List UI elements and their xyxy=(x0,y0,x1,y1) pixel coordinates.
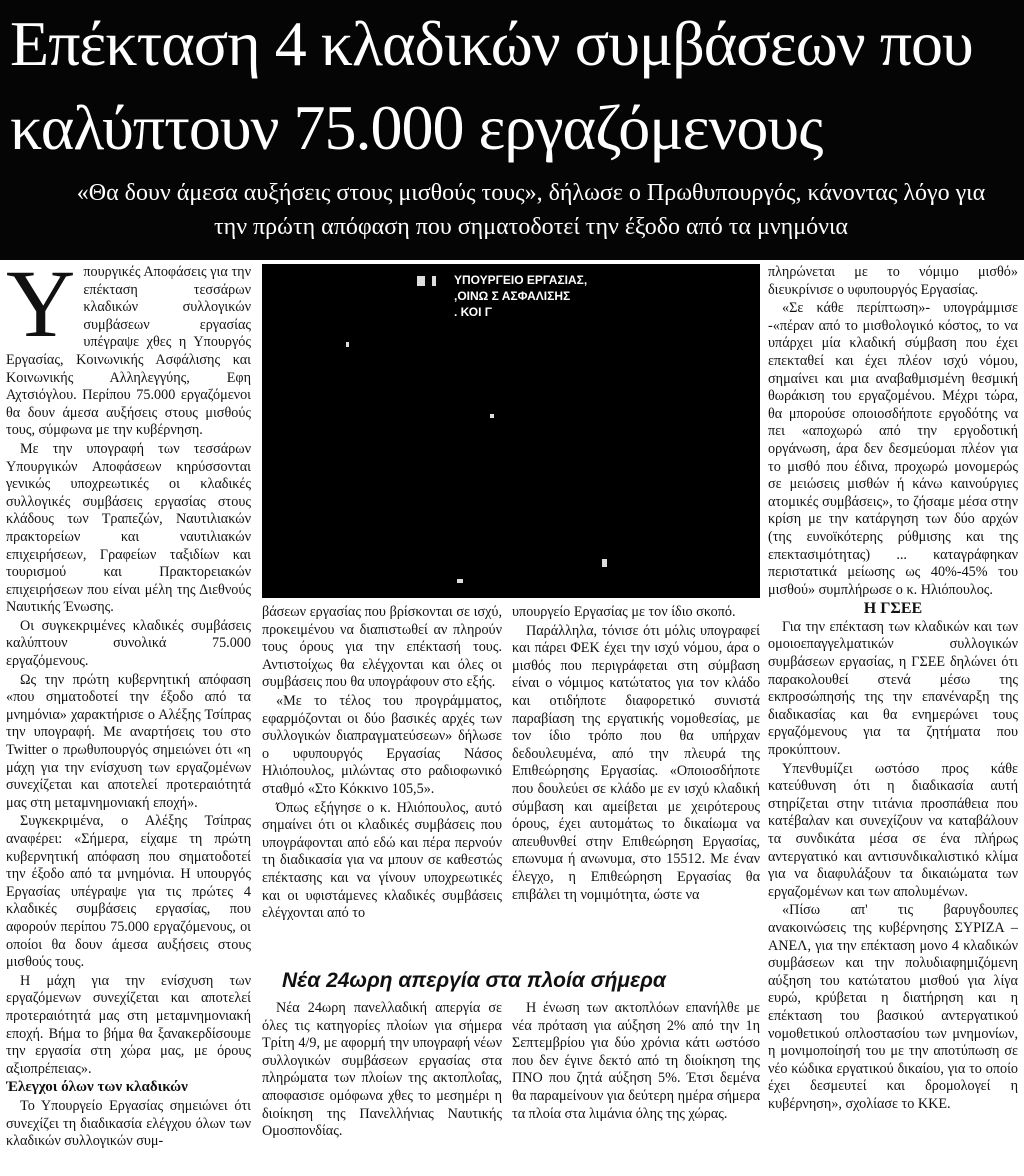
paragraph: Το Υπουργείο Εργασίας σημειώνει ότι συνεχίζει τη διαδικασία ελέγχου όλων των κλαδικών συλλογικών συμ- xyxy=(6,1097,251,1150)
strike-column-right xyxy=(512,1000,760,1170)
paragraph: Ως την πρώτη κυβερνητική απόφαση «που σηματοδοτεί την έξοδο από τα μνημόνια» χαρακτήρισε ο Αλέξης Τσίπρας την υπογραφή. Με αναρτήσεις του στο Twitter ο πρωθυπουργός σημειώνει ότι «η μάχη για την ενίσχυση των εργαζομένων συνεχίζεται και αποτελεί προτεραιότητά μας στη μεταμνημονιακή εποχή». xyxy=(6,671,251,811)
paragraph: «Σε κάθε περίπτωση»- υπογράμμισε -«πέραν από το μισθολογικό κόστος, το να υπάρχει μία κλαδική σύμβαση που έχει επεκταθεί και έχει πλέον ισχύ νόμου, σημαίνει και μια αναβαθμισμένη θεσμική θωράκιση του εργαζομένου. Μέχρι τώρα, θα μπορούσε οποιοσδήποτε εργοδότης να πει «αποχωρώ από την εργοδοτική οργάνωση, άρα δεν δεσμεύομαι πλέον για το μισθό που έδινα, προχωρώ μονομερώς σε μειώσεις μισθών ή κάνω καινούργιες ατομικές συμβάσεις», το ζήσαμε μέσα στην κρίση με την κατάργηση των δύο αρχών (της ευνοϊκότερης ρύθμισης και της επεκτασιμότητας) ... καταγράφηκαν περιστατικά μείωσης ως 40%-45% του μισθού» συμπλήρωσε ο κ. Ηλιόπουλος. xyxy=(768,300,1018,598)
paragraph: «Με το τέλος του προγράμματος, εφαρμόζονται οι δύο βασικές αρχές των συλλογικών διαπραγματεύσεων» δήλωσε ο υφυπουργός Εργασίας Νάσος Ηλιόπουλος, μιλώντας στο ραδιοφωνικό σταθμό «Στο Κόκκινο 105,5». xyxy=(262,692,502,797)
article-column-2 xyxy=(262,604,502,966)
photo-speck xyxy=(457,579,463,583)
sign-line: ΥΠΟΥΡΓΕΙΟ ΕΡΓΑΣΙΑΣ, xyxy=(454,273,588,287)
paragraph: Παράλληλα, τόνισε ότι μόλις υπογραφεί και πάρει ΦΕΚ έχει την ισχύ νόμου, άρα ο μισθός που περιγράφεται στη σύμβαση είναι ο νόμιμος κατώτατος για τον κλάδο και οτιδήποτε διαφορετικό συνιστά παραβίαση της εργατικής νομοθεσίας, με τον ίδιο τρόπο που θα υπήρχαν δεδουλευμένα, από την πλευρά της Επιθεώρησης Εργασίας. «Οποιοσδήποτε που δουλεύει σε κλάδο με εν ισχύ κλαδική σύμβαση και αμείβεται με χειρότερους όρους, έχει αυτομάτως το δικαίωμα να απευθυνθεί στην Επιθεώρηση Εργασίας, επωνυμα ή ανωνυμα, στο 15512. Με έναν έλεγχο, η Επιθεώρηση Εργασίας θα επιβάλει τη νομιμότητα, ώστε να xyxy=(512,622,760,903)
photo-speck xyxy=(432,276,436,286)
paragraph: Οι συγκεκριμένες κλαδικές συμβάσεις καλύπτουν συνολικά 75.000 εργαζόμενους. xyxy=(6,617,251,670)
subheadline: «Θα δουν άμεσα αυξήσεις στους μισθούς τους», δήλωσε ο Πρωθυπουργός, κάνοντας λόγο για την πρώτη απόφαση που σηματοδοτεί την έξοδο από τα μνημόνια xyxy=(76,180,986,240)
lead-text: πουργικές Αποφάσεις για την επέκταση τεσσάρων κλαδικών συλλογικών συμβάσεων εργασίας υπέγραψε χθες η Υπουργός Εργασίας, Κοινωνικής Ασφάλισης και Κοινωνικής Αλληλεγγύης, Εφη Αχτσιόγλου. Περίπου 75.000 εργαζόμενοι θα δουν άμεσα αυξήσεις στους μισθούς τους, σύμφωνα με την κυβέρνηση. xyxy=(6,264,251,439)
section-subtitle: Η ΓΣΕΕ xyxy=(863,600,923,618)
paragraph: βάσεων εργασίας που βρίσκονται σε ισχύ, προκειμένου να διαπιστωθεί αν πληρούν τους όρους για την επέκτασή τους. Αντιστοίχως θα ελέγχονται και όλες οι συμβάσεις που θα υπογράφουν στο εξής. xyxy=(262,604,502,691)
headline: Επέκταση 4 κλαδικών συμβάσεων που καλύπτουν 75.000 εργαζόμενους xyxy=(10,8,973,163)
paragraph: Όπως εξήγησε ο κ. Ηλιόπουλος, αυτό σημαίνει ότι οι κλαδικές συμβάσεις που υπογράφονται από εδώ και πέρα περνούν τη διαδικασία για να μπουν σε καθεστώς επέκτασης και να γίνουν υποχρεωτικές και οι υφιστάμενες κλαδικές συμβάσεις ελέγχονται από το xyxy=(262,799,502,922)
headline-banner xyxy=(0,0,1024,260)
paragraph: Συγκεκριμένα, ο Αλέξης Τσίπρας αναφέρει: «Σήμερα, είχαμε τη πρώτη κυβερνητική απόφαση που σηματοδοτεί την έξοδο από τα μνημόνια. Η υπουργός Εργασίας υπέγραψε για τις πρώτες 4 κλαδικές συμβάσεις εργασίας, που αφορούν περίπου 75.000 εργαζόμενους, οι οποίοι θα δουν άμεσα αυξήσεις στους μισθούς τους. xyxy=(6,813,251,971)
drop-cap: Υ xyxy=(6,264,76,357)
sign-line: ,ΟΙΝΩ Σ ΑΣΦΑΛΙΣΗΣ xyxy=(454,289,571,303)
photo-speck xyxy=(417,276,425,286)
paragraph: Νέα 24ωρη πανελλαδική απεργία σε όλες τις κατηγορίες πλοίων για σήμερα Τρίτη 4/9, με αφορμή την υπογραφή νέων συλλογικών συμβάσεων εργασίας στα πληρώματα των πλοίων της ακτοπλοΐας, αποφασισε ομόφωνα χθες το μεσημέρι η διοίκηση της Πανελλήνιας Ναυτικής Ομοσπονδίας. xyxy=(262,1000,502,1140)
paragraph: πληρώνεται με το νόμιμο μισθό» διευκρίνισε ο υφυπουργός Εργασίας. xyxy=(768,264,1018,298)
paragraph: Για την επέκταση των κλαδικών και των ομοιοεπαγγελματικών συλλογικών συμβάσεων εργασίας, η ΓΣΕΕ δηλώνει ότι παρακολουθεί στενά μέσω της εκπροσώπησής της την επανέναρξη της διαδικασίας και θα ενημερώνει τους εργαζόμενους για τα ζητήματα που προκύπτουν. xyxy=(768,618,1018,759)
news-photo xyxy=(262,264,760,598)
paragraph: Υπενθυμίζει ωστόσο προς κάθε κατεύθυνση ότι η διαδικασία αυτή στηρίζεται στην τιτάνια προσπάθεια που κατέβαλαν και συνεχίζουν να καταβάλουν τα συνδικάτα μέσα σε ένα πλήρως αντεργατικό και αντισυνδικαλιστικό κλίμα για να διαφυλάξουν τα δικαιώματα των εργαζομένων και των απολυμένων. xyxy=(768,760,1018,900)
article-column-1 xyxy=(6,264,251,1174)
sign-line: . ΚΟΙ Γ xyxy=(454,305,492,319)
paragraph: Η ένωση των ακτοπλόων επανήλθε με νέα πρόταση για αύξηση 2% από την 1η Σεπτεμβρίου για δύο χρόνια κάτι ωστόσο που δεν έγινε δεκτό από τη διοίκηση της ΠΝΟ που ζητά αύξηση 5%. Έτσι δεμένα θα παραμείνουν για δεύτερη ημέρα σήμερα τα πλοία στα λιμάνια όλης της χώρας. xyxy=(512,1000,760,1122)
photo-speck xyxy=(346,342,349,347)
section-subtitle: Έλεγχοι όλων των κλαδικών xyxy=(6,1079,188,1096)
lead-paragraph xyxy=(6,264,251,440)
paragraph: Η μάχη για την ενίσχυση των εργαζόμενων συνεχίζεται και αποτελεί προτεραιότητά μας στη μεταμνημονιακή εποχή. Βήμα το βήμα θα ξανακερδίσουμε την εργασία στη χώρα μας, με όρους αξιοπρέπειας». xyxy=(6,972,251,1077)
photo-speck xyxy=(602,559,607,567)
strike-article-title: Νέα 24ωρη απεργία στα πλοία σήμερα xyxy=(282,969,666,992)
strike-column-left xyxy=(262,1000,502,1170)
photo-speck xyxy=(490,414,494,418)
ministry-sign xyxy=(454,272,587,320)
article-column-3 xyxy=(512,604,760,966)
paragraph: υπουργείο Εργασίας με τον ίδιο σκοπό. xyxy=(512,604,736,620)
article-column-4 xyxy=(768,264,1018,1174)
paragraph: Με την υπογραφή των τεσσάρων Υπουργικών Αποφάσεων κηρύσσονται γενικώς υποχρεωτικές οι κλαδικές συλλογικές συμβάσεις εργασίας στους κλάδους των Τραπεζών, Ναυτιλιακών πρακτορείων και ναυτιλιακών επιχειρήσεων, Γραφείων ταξιδίων και τουρισμού και Πρακτορειακών επιχειρήσεων που είναι μέλη της Διεθνούς Ναυτικής Ένωσης. xyxy=(6,440,251,616)
paragraph: «Πίσω απ' τις βαρυγδουπες ανακοινώσεις της κυβέρνησης ΣΥΡΙΖΑ – ΑΝΕΛ, για την επέκταση μονο 4 κλαδικών συμβάσεων και την πολυδιαφημιζόμενη αύξηση του κατώτατου μισθού για λίγα ευρώ, κρύβεται η διατήρηση και η επέκταση του βασικού αντεργατικού νομοθετικού οπλοστασίου των μνημονίων, η μονιμοποίησή του με την αποτύπωση σε νέο κώδικα εργατικού δικαίου, για το οποίο έχει δεσμευτεί και δρομολογεί η κυβέρνηση», σχολίασε το ΚΚΕ. xyxy=(768,902,1018,1112)
